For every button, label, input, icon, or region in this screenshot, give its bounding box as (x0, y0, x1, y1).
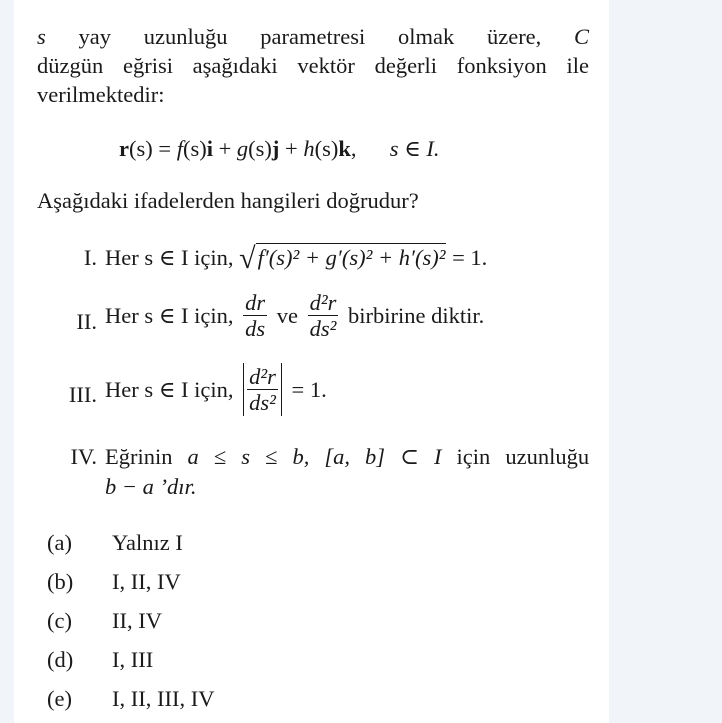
option-a-text[interactable]: Yalnız I (112, 530, 183, 555)
option-c-text[interactable]: II, IV (112, 608, 162, 633)
option-a-label[interactable]: (a) (47, 530, 72, 555)
eq-f: f (176, 136, 183, 161)
iv-word-le-2: ≤ (265, 444, 278, 469)
iv-line-2-text: b − a ’dır. (105, 474, 197, 499)
eq-i: i (206, 136, 213, 161)
iv-word-egrinin: Eğrinin (105, 444, 173, 469)
iv-word-icin: için (456, 444, 491, 469)
statement-II-fraction-1 (243, 290, 267, 341)
question-card (14, 0, 609, 723)
eq-h: h (303, 136, 315, 161)
option-b-label[interactable]: (b) (47, 569, 74, 594)
eq-plus-2: + (279, 136, 304, 161)
statement-III (105, 363, 327, 416)
option-d-label[interactable]: (d) (47, 647, 74, 672)
sqrt-symbol: √ (239, 242, 256, 275)
eq-k: k (338, 136, 351, 161)
iv-word-le-1: ≤ (213, 444, 227, 469)
option-b-text[interactable]: I, II, IV (112, 569, 181, 594)
intro-word-s: s (37, 24, 46, 49)
eq-r: r (119, 136, 129, 161)
statement-II (105, 290, 484, 341)
intro-line-3: verilmektedir: (37, 82, 165, 107)
eq-comma: , (350, 136, 357, 161)
iv-word-s: s (241, 444, 251, 469)
eq-j: j (271, 136, 280, 161)
statement-I-suffix: = 1. (452, 245, 488, 270)
prompt: Aşağıdaki ifadelerden hangileri doğrudur? (37, 188, 419, 213)
statement-I-prefix: Her s ∈ I için, (105, 245, 234, 270)
statement-IV-label: IV. (70, 444, 97, 469)
statement-IV-line-2 (105, 472, 589, 501)
intro-line-2: düzgün eğrisi aşağıdaki vektör değerli fonksiyon ile (37, 53, 589, 78)
statement-II-label: II. (76, 309, 97, 334)
vector-equation (119, 134, 589, 163)
statement-III-fraction (247, 364, 278, 415)
intro-word-uzunlugu: uzunluğu (143, 24, 228, 49)
eq-f-arg: (s) (182, 136, 207, 161)
option-c-label[interactable]: (c) (47, 608, 72, 633)
frac3-denominator: ds² (249, 390, 276, 415)
iv-word-interval: [a, b] ⊂ I (324, 444, 442, 469)
eq-h-arg: (s) (314, 136, 339, 161)
statement-I (105, 243, 589, 273)
intro-word-uzere: üzere, (486, 24, 542, 49)
eq-g-arg: (s) (248, 136, 272, 161)
statement-III-prefix: Her s ∈ I için, (105, 377, 234, 402)
statement-II-fraction-2 (308, 290, 339, 341)
statement-II-prefix: Her s ∈ I için, (105, 303, 234, 328)
statement-I-radicand: f′(s)² + g′(s)² + h′(s)² (257, 245, 446, 270)
eq-domain: s ∈ I. (389, 136, 440, 161)
frac3-numerator: d²r (249, 364, 276, 389)
iv-word-uzunlugu: uzunluğu (505, 444, 590, 469)
statement-I-label: I. (83, 245, 97, 270)
intro-word-olmak: olmak (397, 24, 455, 49)
eq-g: g (236, 136, 249, 161)
statement-II-suffix: birbirine diktir. (348, 303, 485, 328)
eq-plus-1: + (212, 136, 237, 161)
option-e-label[interactable]: (e) (47, 686, 72, 711)
statement-II-conj: ve (276, 303, 299, 328)
iv-word-b: b, (292, 444, 310, 469)
intro-line-1 (37, 22, 589, 51)
option-d-text[interactable]: I, III (112, 647, 154, 672)
frac2-numerator: d²r (309, 290, 337, 315)
frac2-denominator: ds² (309, 316, 337, 341)
intro-word-C: C (574, 24, 590, 49)
abs-value (243, 363, 282, 416)
option-e-text[interactable]: I, II, III, IV (112, 686, 215, 711)
intro-word-yay: yay (78, 24, 112, 49)
statement-III-label: III. (68, 382, 97, 407)
frac1-numerator: dr (245, 290, 266, 315)
frac1-denominator: ds (245, 316, 266, 341)
intro-word-parametresi: parametresi (260, 24, 366, 49)
iv-word-a: a (187, 444, 199, 469)
statement-IV-line-1 (105, 442, 589, 471)
eq-lhs-arg: (s) = (129, 136, 177, 161)
statement-III-suffix: = 1. (291, 377, 327, 402)
